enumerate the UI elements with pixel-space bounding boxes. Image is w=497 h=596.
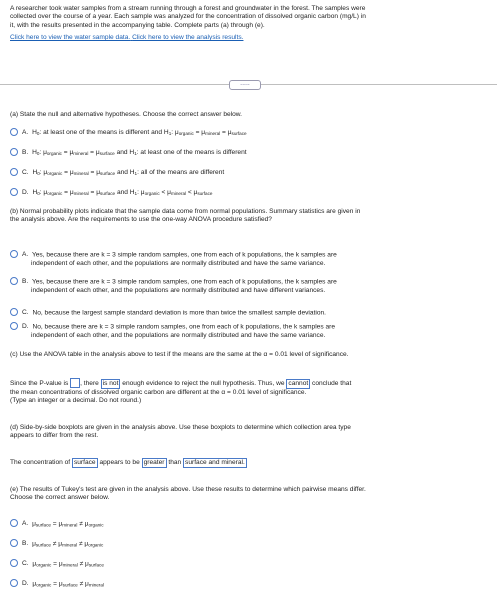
radio-button[interactable] — [10, 559, 18, 567]
collection-area-dropdown[interactable]: surface — [73, 459, 96, 466]
part-e-option-b[interactable]: B. $\mu_{surface} \ne \mu_{mineral} \ne \mu_{organic}$ — [10, 540, 488, 547]
radio-button[interactable] — [10, 277, 18, 285]
analysis-results-link[interactable]: Click here to view the analysis results. — [132, 34, 244, 42]
radio-button[interactable] — [10, 148, 18, 156]
part-d-answer: The concentration of surface appears to be greater than surface and mineral. — [10, 459, 245, 466]
part-b-option-d[interactable]: D. No, because there are k = 3 simple random samples, one from each of k populations, the k samples are independent of each other, and the populations are normally distributed and have the same variance. — [10, 323, 488, 340]
part-c-answer: Since the P-value is , there is not enough evidence to reject the null hypothesis. Thus, we cannot conclude that the mean concentrations of dissolved organic carbon are different at the α = 0.01 level of significance. (Type an integer or a decimal. Do not round.) — [10, 378, 488, 406]
part-a-option-d[interactable]: D. $H_0$: $\mu_{organic} = \mu_{mineral} = \mu_{surface}$ and $H_1$: $\mu_{organic} < \mu_{mineral} < \mu_{surface}$ — [10, 189, 488, 196]
part-b-prompt: (b) Normal probability plots indicate that the sample data come from normal populations. Summary statistics are given in the analysis above. Are the requirements to use the one-way ANOVA procedure satisfied? — [10, 208, 361, 224]
part-a-prompt: (a) State the null and alternative hypotheses. Choose the correct answer below. — [10, 111, 243, 118]
radio-button[interactable] — [10, 579, 18, 587]
radio-button[interactable] — [10, 168, 18, 176]
part-e-option-c[interactable]: C. $\mu_{organic} = \mu_{mineral} \ne \mu_{surface}$ — [10, 560, 488, 567]
radio-button[interactable] — [10, 519, 18, 527]
input-hint: (Type an integer or a decimal. Do not round.) — [10, 397, 142, 405]
part-b-option-a[interactable]: A. Yes, because there are k = 3 simple random samples, one from each of k populations, the k samples are independent of each other, and the populations are normally distributed and have the same variance. — [10, 251, 488, 268]
part-b-option-c[interactable]: C. No, because the largest sample standard deviation is more than twice the smallest sample deviation. — [10, 309, 488, 318]
radio-button[interactable] — [10, 250, 18, 258]
radio-button[interactable] — [10, 308, 18, 316]
part-d-prompt: (d) Side-by-side boxplots are given in the analysis above. Use these boxplots to determine which collection area type appears to differ from the rest. — [10, 424, 351, 440]
intro-line-3: it, with the results presented in the accompanying table. Complete parts (a) through (e). — [10, 21, 265, 29]
radio-button[interactable] — [10, 128, 18, 136]
expand-more-button[interactable]: ..... — [229, 80, 261, 90]
part-b-option-b[interactable]: B. Yes, because there are k = 3 simple random samples, one from each of k populations, the k samples are independent of each other, and the populations are normally distributed and have different variances. — [10, 278, 488, 295]
radio-button[interactable] — [10, 322, 18, 330]
part-a-option-a[interactable]: A. $H_0$: at least one of the means is different and $H_1$: $\mu_{organic} = \mu_{mineral} = \mu_{surface}$ — [10, 129, 488, 136]
part-e-option-a[interactable]: A. $\mu_{surface} = \mu_{mineral} \ne \mu_{organic}$ — [10, 520, 488, 527]
part-a-option-b[interactable]: B. $H_0$: $\mu_{organic} = \mu_{mineral} = \mu_{surface}$ and $H_1$: at least one of the means is different — [10, 149, 488, 156]
intro-line-2: collected over the course of a year. Each sample was analyzed for the concentration of dissolved organic carbon (mg/L) in — [10, 13, 366, 21]
radio-button[interactable] — [10, 188, 18, 196]
intro-line-1: A researcher took water samples from a stream running through a forest and groundwater in the forest. The samples were — [10, 5, 366, 12]
part-a-option-c[interactable]: C. $H_0$: $\mu_{organic} = \mu_{mineral} = \mu_{surface}$ and $H_1$: all of the means are different — [10, 169, 488, 176]
other-areas-dropdown[interactable]: surface and mineral. — [185, 459, 245, 466]
comparison-dropdown[interactable]: greater — [143, 459, 165, 466]
p-value-input[interactable] — [70, 378, 80, 388]
radio-button[interactable] — [10, 539, 18, 547]
conclusion-dropdown[interactable]: cannot — [288, 379, 309, 387]
part-e-option-d[interactable]: D. $\mu_{organic} = \mu_{surface} \ne \mu_{mineral}$ — [10, 580, 488, 587]
evidence-dropdown[interactable]: is not — [102, 379, 119, 387]
part-c-prompt: (c) Use the ANOVA table in the analysis above to test if the means are the same at the α = 0.01 level of significance. — [10, 351, 349, 358]
water-sample-data-link[interactable]: Click here to view the water sample data. — [10, 34, 131, 42]
part-e-prompt: (e) The results of Tukey's test are given in the analysis above. Use these results to determine which pairwise means differ. Choose the correct answer below. — [10, 486, 366, 502]
